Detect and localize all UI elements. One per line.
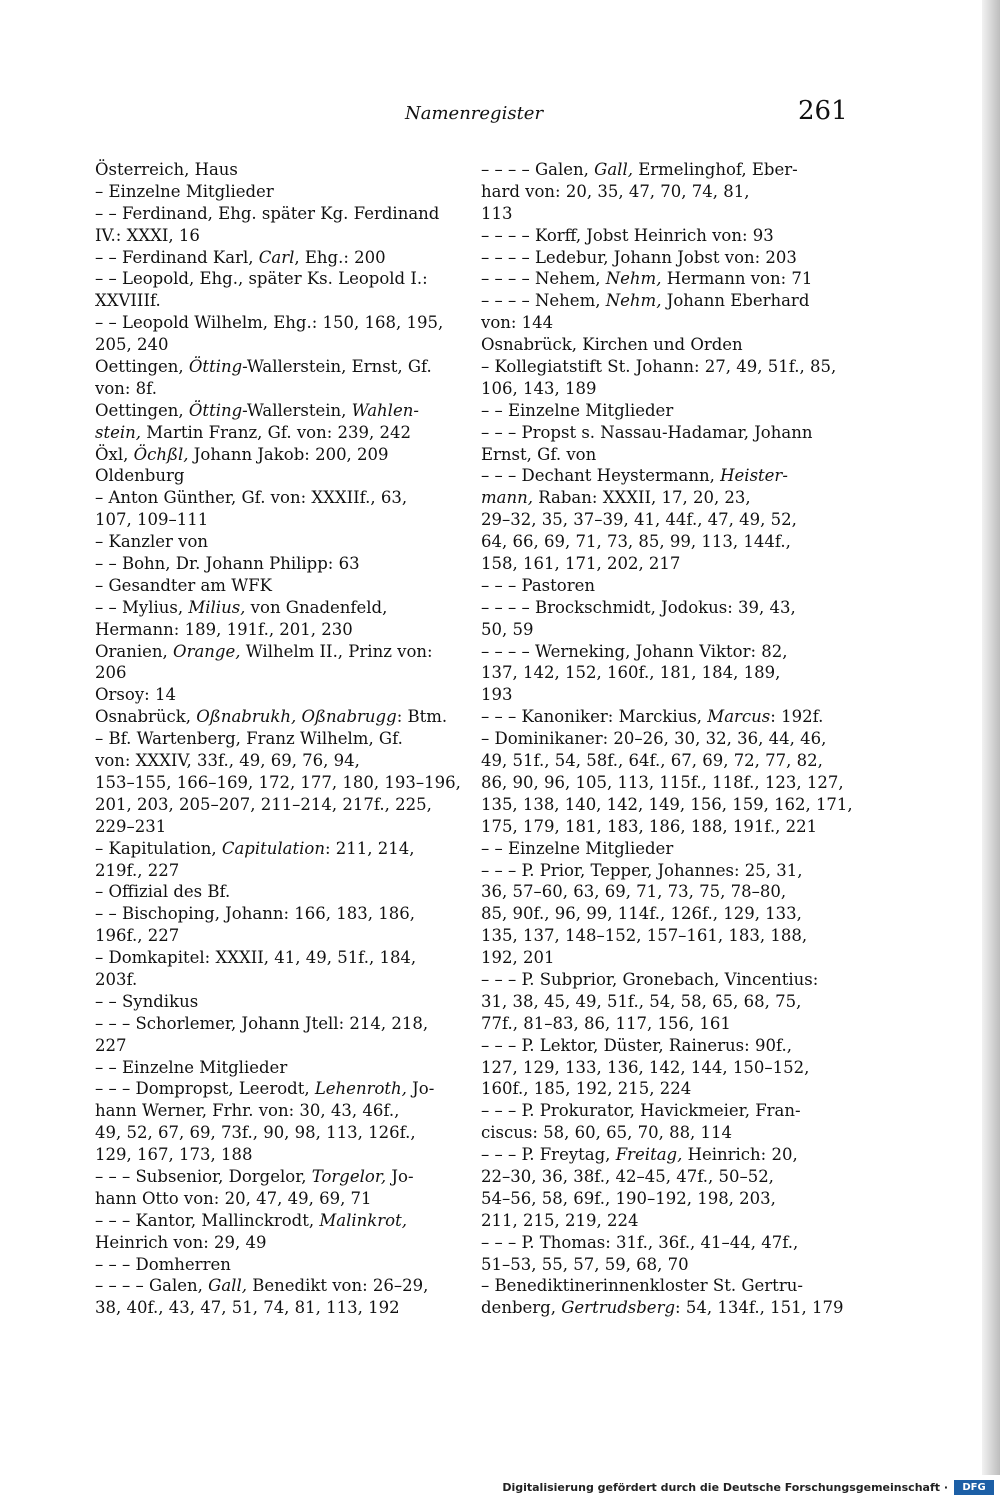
index-text: 51–53, 55, 57, 59, 68, 70 [481, 1254, 689, 1274]
index-text: – – – P. Lektor, Düster, Rainerus: 90f., [481, 1035, 792, 1055]
index-line [481, 159, 853, 181]
index-text: – – – Kantor, Mallinckrodt, [95, 1210, 320, 1230]
index-text: 77f., 81–83, 86, 117, 156, 161 [481, 1013, 731, 1033]
index-text: 49, 51f., 54, 58f., 64f., 67, 69, 72, 77, 82, [481, 751, 823, 771]
index-text-italic: Lehenroth, [314, 1079, 407, 1099]
index-text: -Wallerstein, [242, 400, 352, 420]
index-text-italic: Gall, [594, 160, 633, 179]
index-text: – – – – Nehem, [481, 269, 606, 289]
index-text: – – Bohn, Dr. Johann Philipp: 63 [95, 554, 360, 574]
index-line [95, 181, 467, 203]
index-text: Hermann von: 71 [661, 269, 813, 289]
index-text: 113 [481, 203, 513, 223]
index-text: Ermelinghof, Eber- [632, 160, 798, 179]
index-text: – – – Subsenior, Dorgelor, [95, 1166, 312, 1186]
index-text-italic: Marcus [707, 707, 771, 727]
index-text: Raban: XXXII, 17, 20, 23, [532, 488, 751, 508]
index-text: 29–32, 35, 37–39, 41, 44f., 47, 49, 52, [481, 510, 797, 530]
index-line [95, 881, 467, 903]
index-text: 64, 66, 69, 71, 73, 85, 99, 113, 144f., [481, 532, 791, 552]
index-text: 38, 40f., 43, 47, 51, 74, 81, 113, 192 [95, 1298, 400, 1318]
index-text: Öxl, [95, 444, 134, 464]
running-header-title: Namenregister [405, 103, 544, 124]
index-text: , Ehg.: 200 [294, 247, 386, 267]
index-line [95, 728, 467, 750]
index-line [95, 247, 467, 269]
index-text: 85, 90f., 96, 99, 114f., 126f., 129, 133, [481, 904, 802, 924]
index-text: 192, 201 [481, 948, 555, 968]
index-text: ciscus: 58, 60, 65, 70, 88, 114 [481, 1123, 733, 1143]
index-line [95, 750, 467, 772]
index-text: – – – Dompropst, Leerodt, [95, 1079, 315, 1099]
index-line [95, 1275, 467, 1297]
index-text: 175, 179, 181, 183, 186, 188, 191f., 221 [481, 816, 818, 836]
index-text: – – – P. Prokurator, Havickmeier, Fran- [481, 1101, 801, 1121]
index-text: – – – Dechant Heystermann, [481, 466, 721, 486]
index-line [95, 225, 467, 247]
index-text: – – – – Galen, [95, 1276, 209, 1296]
index-line [481, 619, 853, 641]
index-text: – Domkapitel: XXXII, 41, 49, 51f., 184, [95, 948, 417, 968]
index-text: – – – P. Freytag, [481, 1145, 616, 1165]
index-text: 49, 52, 67, 69, 73f., 90, 98, 113, 126f., [95, 1123, 416, 1143]
index-text: 54–56, 58, 69f., 190–192, 198, 203, [481, 1188, 776, 1208]
index-text: 201, 203, 205–207, 211–214, 217f., 225, [95, 794, 432, 814]
index-text: – – Einzelne Mitglieder [481, 838, 674, 858]
index-line [481, 531, 853, 553]
index-line [95, 641, 467, 663]
index-line [95, 1166, 467, 1188]
index-text: 193 [481, 685, 513, 705]
index-text: 106, 143, 189 [481, 378, 597, 398]
index-text: – Einzelne Mitglieder [95, 181, 274, 201]
index-text: 135, 138, 140, 142, 149, 156, 159, 162, 171, [481, 794, 853, 814]
index-text: – – Einzelne Mitglieder [481, 400, 674, 420]
index-line [95, 794, 467, 816]
index-text: Jo- [386, 1166, 414, 1186]
index-text: – – Leopold Wilhelm, Ehg.: 150, 168, 195, [95, 313, 444, 333]
index-text: Martin Franz, Gf. von: 239, 242 [141, 422, 411, 442]
index-line [95, 203, 467, 225]
index-line [95, 487, 467, 509]
page-number: 261 [798, 96, 848, 126]
index-line [95, 356, 467, 378]
index-text-italic: Ötting [188, 400, 243, 420]
index-text: – – – P. Subprior, Gronebach, Vincentius: [481, 969, 819, 989]
index-line [95, 1078, 467, 1100]
index-line [95, 553, 467, 575]
index-line [481, 225, 853, 247]
index-text: – – – Pastoren [481, 575, 595, 595]
index-text: 227 [95, 1035, 127, 1055]
index-text: – – – Domherren [95, 1254, 231, 1274]
index-text: – Offizial des Bf. [95, 882, 231, 902]
index-text-italic: stein, [95, 422, 142, 442]
index-text: – – – P. Thomas: 31f., 36f., 41–44, 47f., [481, 1232, 799, 1252]
index-line [95, 1122, 467, 1144]
index-text: von Gnadenfeld, [245, 597, 388, 617]
index-line [95, 334, 467, 356]
index-text: – – Mylius, [95, 597, 189, 617]
index-line [95, 1254, 467, 1276]
index-line [95, 1232, 467, 1254]
index-line [95, 575, 467, 597]
index-text: von: XXXIV, 33f., 49, 69, 76, 94, [95, 751, 360, 771]
index-line [481, 247, 853, 269]
index-line [95, 706, 467, 728]
index-line [481, 816, 853, 838]
index-line [481, 487, 853, 509]
index-text: – Kanzler von [95, 532, 209, 552]
index-line [481, 903, 853, 925]
index-line [481, 925, 853, 947]
index-text-italic: Ötting [188, 357, 243, 377]
index-text: denberg, [481, 1298, 562, 1318]
index-text-italic: Nehm, [605, 269, 662, 289]
index-text-italic: Orange, [173, 641, 241, 661]
index-text-italic: Freitag, [615, 1145, 683, 1165]
index-line [481, 400, 853, 422]
index-text-italic: Heister- [720, 466, 788, 486]
index-text: – Gesandter am WFK [95, 575, 272, 595]
index-line [95, 312, 467, 334]
index-line [481, 947, 853, 969]
dfg-logo: DFG [954, 1480, 994, 1495]
index-text-italic: Wahlen- [351, 400, 419, 420]
index-line [481, 991, 853, 1013]
index-text: – – – Schorlemer, Johann Jtell: 214, 218, [95, 1013, 429, 1033]
index-column-left [95, 159, 467, 1319]
index-text: – Dominikaner: 20–26, 30, 32, 36, 44, 46, [481, 729, 827, 749]
index-line [95, 1035, 467, 1057]
index-text: 22–30, 36, 38f., 42–45, 47f., 50–52, [481, 1166, 774, 1186]
index-text-italic: Nehm, [605, 291, 662, 311]
index-line [95, 860, 467, 882]
index-text: – – – Kanoniker: Marckius, [481, 707, 708, 727]
index-text: Oettingen, [95, 400, 189, 420]
index-line [95, 772, 467, 794]
index-line [481, 684, 853, 706]
index-text: von: 8f. [95, 378, 157, 398]
index-line [481, 969, 853, 991]
index-text: – – – – Korff, Jobst Heinrich von: 93 [481, 225, 774, 245]
index-text: 203f. [95, 969, 138, 989]
index-text: Oranien, [95, 641, 174, 661]
index-text: 36, 57–60, 63, 69, 71, 73, 75, 78–80, [481, 882, 787, 902]
index-text-italic: Torgelor, [311, 1166, 387, 1186]
index-text: Oldenburg [95, 466, 185, 486]
index-line [95, 991, 467, 1013]
index-line [481, 1078, 853, 1100]
index-line [481, 1188, 853, 1210]
index-line [481, 1057, 853, 1079]
index-text: 205, 240 [95, 335, 169, 355]
index-text: Johann Eberhard [661, 291, 810, 311]
index-line [95, 509, 467, 531]
index-line [95, 159, 467, 181]
index-line [481, 706, 853, 728]
index-line [95, 400, 467, 422]
index-text: – Kollegiatstift St. Johann: 27, 49, 51f., 85, [481, 357, 837, 377]
index-text: – Kapitulation, [95, 838, 222, 858]
index-line [481, 881, 853, 903]
index-text: IV.: XXXI, 16 [95, 225, 200, 245]
index-text: 137, 142, 152, 160f., 181, 184, 189, [481, 663, 781, 683]
index-text: – Benediktinerinnenkloster St. Gertru- [481, 1276, 803, 1296]
index-text: – Bf. Wartenberg, Franz Wilhelm, Gf. [95, 729, 403, 749]
index-text-italic: Carl [258, 247, 295, 267]
page-edge-shadow [982, 0, 1000, 1475]
index-line [481, 728, 853, 750]
index-text: : Btm. [396, 707, 448, 727]
index-line [95, 422, 467, 444]
index-line [481, 1254, 853, 1276]
index-text: 196f., 227 [95, 926, 180, 946]
index-line [95, 378, 467, 400]
index-text: 158, 161, 171, 202, 217 [481, 554, 681, 574]
index-text: Ernst, Gf. von [481, 444, 597, 464]
footer-bar [0, 1477, 1000, 1501]
index-column-right [481, 159, 853, 1319]
index-text: Hermann: 189, 191f., 201, 230 [95, 619, 353, 639]
index-text: – – – – Nehem, [481, 291, 606, 311]
index-text: 50, 59 [481, 619, 534, 639]
index-text: : 192f. [770, 707, 824, 727]
index-text: von: 144 [481, 313, 554, 333]
index-line [95, 1013, 467, 1035]
index-line [95, 290, 467, 312]
index-line [95, 969, 467, 991]
index-text: – – Bischoping, Johann: 166, 183, 186, [95, 904, 415, 924]
index-line [95, 1057, 467, 1079]
index-line [481, 1144, 853, 1166]
index-line [481, 772, 853, 794]
index-line [481, 465, 853, 487]
index-line [481, 203, 853, 225]
index-text: – – – – Werneking, Johann Viktor: 82, [481, 641, 788, 661]
index-text: 135, 137, 148–152, 157–161, 183, 188, [481, 926, 808, 946]
index-line [481, 181, 853, 203]
index-line [95, 816, 467, 838]
index-line [95, 925, 467, 947]
index-text: – – Ferdinand, Ehg. später Kg. Ferdinand [95, 203, 440, 223]
index-text: 219f., 227 [95, 860, 180, 880]
index-line [95, 838, 467, 860]
index-text-italic: Oßnabrukh, Oßnabrugg [196, 707, 397, 727]
index-line [95, 619, 467, 641]
index-line [481, 1035, 853, 1057]
index-line [95, 268, 467, 290]
index-line [95, 531, 467, 553]
index-text-italic: Öchßl, [133, 444, 189, 464]
index-line [95, 662, 467, 684]
index-text: – – – – Ledebur, Johann Jobst von: 203 [481, 247, 797, 267]
index-line [481, 509, 853, 531]
index-line [481, 641, 853, 663]
index-text: 86, 90, 96, 105, 113, 115f., 118f., 123, 127, [481, 772, 844, 792]
index-line [95, 597, 467, 619]
index-line [95, 1188, 467, 1210]
index-line [481, 597, 853, 619]
index-line [481, 553, 853, 575]
index-text-italic: Gertrudsberg [561, 1298, 676, 1318]
index-text: – – Leopold, Ehg., später Ks. Leopold I.: [95, 269, 428, 289]
index-line [95, 1297, 467, 1319]
index-line [481, 422, 853, 444]
index-line [481, 662, 853, 684]
index-text: 127, 129, 133, 136, 142, 144, 150–152, [481, 1057, 810, 1077]
index-line [95, 947, 467, 969]
index-line [481, 750, 853, 772]
index-line [481, 838, 853, 860]
index-text: 160f., 185, 192, 215, 224 [481, 1079, 692, 1099]
index-text: Osnabrück, [95, 707, 197, 727]
index-text: Österreich, Haus [95, 160, 238, 179]
index-line [481, 1297, 853, 1319]
index-text: 229–231 [95, 816, 167, 836]
index-text: 129, 167, 173, 188 [95, 1145, 253, 1165]
index-line [481, 312, 853, 334]
index-line [95, 903, 467, 925]
index-text: – – – – Brockschmidt, Jodokus: 39, 43, [481, 597, 796, 617]
index-text: hard von: 20, 35, 47, 70, 74, 81, [481, 181, 750, 201]
index-text-italic: Malinkrot, [319, 1210, 407, 1230]
index-text: Oettingen, [95, 357, 189, 377]
index-line [95, 1210, 467, 1232]
index-text: XXVIIIf. [95, 291, 161, 311]
index-line [481, 860, 853, 882]
index-text: – – – – Galen, [481, 160, 595, 179]
index-line [481, 1275, 853, 1297]
index-text: 31, 38, 45, 49, 51f., 54, 58, 65, 68, 75, [481, 991, 802, 1011]
funding-notice: Digitalisierung gefördert durch die Deutsche Forschungsgemeinschaft · [502, 1481, 948, 1494]
index-text-italic: Milius, [188, 597, 246, 617]
index-line [481, 334, 853, 356]
index-text: – Anton Günther, Gf. von: XXXIIf., 63, [95, 488, 408, 508]
index-text: hann Otto von: 20, 47, 49, 69, 71 [95, 1188, 372, 1208]
index-text: Heinrich von: 29, 49 [95, 1232, 267, 1252]
index-text: -Wallerstein, Ernst, Gf. [242, 357, 432, 377]
index-text: Johann Jakob: 200, 209 [188, 444, 389, 464]
index-text: Orsoy: 14 [95, 685, 176, 705]
index-line [481, 290, 853, 312]
index-line [95, 465, 467, 487]
index-line [481, 794, 853, 816]
index-line [95, 684, 467, 706]
index-text: 211, 215, 219, 224 [481, 1210, 639, 1230]
index-line [481, 378, 853, 400]
index-text: Benedikt von: 26–29, [246, 1276, 429, 1296]
index-text: Heinrich: 20, [682, 1145, 798, 1165]
index-line [481, 1166, 853, 1188]
index-text-italic: mann, [481, 488, 533, 508]
index-text: 206 [95, 663, 127, 683]
index-text-italic: Gall, [208, 1276, 247, 1296]
index-line [481, 1232, 853, 1254]
index-line [481, 1013, 853, 1035]
index-line [481, 356, 853, 378]
index-text: hann Werner, Frhr. von: 30, 43, 46f., [95, 1101, 400, 1121]
index-text: Wilhelm II., Prinz von: [240, 641, 433, 661]
index-text: 107, 109–111 [95, 510, 209, 530]
index-text: Osnabrück, Kirchen und Orden [481, 335, 743, 355]
index-line [481, 575, 853, 597]
index-line [481, 1122, 853, 1144]
index-line [481, 1210, 853, 1232]
index-text-italic: Capitulation [221, 838, 325, 858]
index-text: 153–155, 166–169, 172, 177, 180, 193–196, [95, 772, 461, 792]
index-text: – – Ferdinand Karl, [95, 247, 259, 267]
index-line [481, 268, 853, 290]
index-line [95, 444, 467, 466]
index-text: : 54, 134f., 151, 179 [675, 1298, 844, 1318]
index-text: : 211, 214, [324, 838, 415, 858]
index-text: Jo- [406, 1079, 435, 1099]
index-line [95, 1144, 467, 1166]
index-text: – – Syndikus [95, 991, 199, 1011]
index-line [481, 444, 853, 466]
index-text: – – – P. Prior, Tepper, Johannes: 25, 31, [481, 860, 803, 880]
index-text: – – – Propst s. Nassau-Hadamar, Johann [481, 422, 813, 442]
index-text: – – Einzelne Mitglieder [95, 1057, 288, 1077]
index-line [481, 1100, 853, 1122]
index-line [95, 1100, 467, 1122]
